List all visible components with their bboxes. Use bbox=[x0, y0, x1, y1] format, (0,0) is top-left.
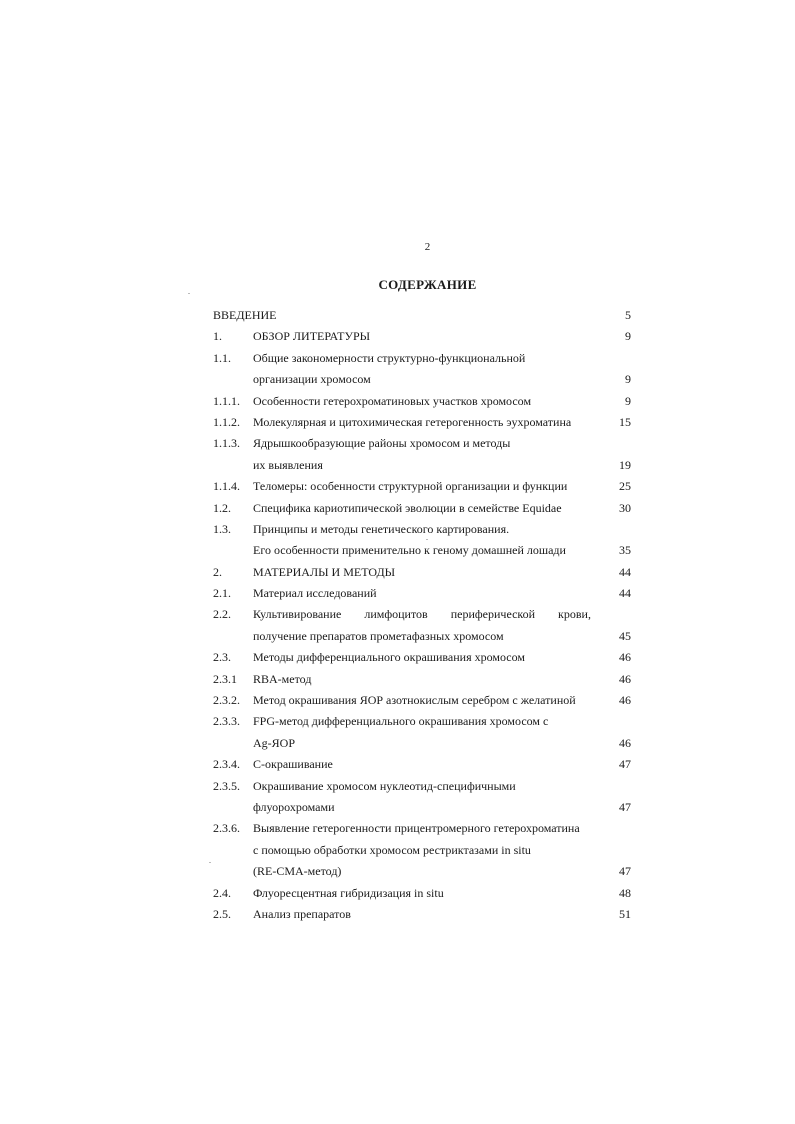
toc-entry-page: 46 bbox=[619, 671, 631, 686]
toc-entry-number: 2.3.3. bbox=[213, 714, 240, 729]
toc-entry-page: 9 bbox=[625, 329, 631, 344]
toc-entry-number: 2.3.1 bbox=[213, 671, 237, 686]
toc-word: Культивирование bbox=[253, 607, 342, 622]
toc-entry-title: с помощью обработки хромосом рестриктазами in situ bbox=[253, 842, 531, 857]
toc-entry-page: 48 bbox=[619, 885, 631, 900]
toc-entry-page: 45 bbox=[619, 628, 631, 643]
scan-speck bbox=[209, 862, 211, 863]
toc-entry-title: С-окрашивание bbox=[253, 757, 333, 772]
toc-entry-title: Теломеры: особенности структурной организации и функции bbox=[253, 479, 568, 494]
toc-entry-page: 47 bbox=[619, 864, 631, 879]
toc-entry-number: 1.1.1. bbox=[213, 393, 240, 408]
toc-entry-page: 30 bbox=[619, 500, 631, 515]
toc-entry bbox=[213, 433, 631, 454]
toc-entry-title: Общие закономерности структурно-функциональной bbox=[253, 350, 526, 365]
toc-entry-title: Анализ препаратов bbox=[253, 906, 351, 921]
toc-entry-title: Метод окрашивания ЯОР азотнокислым серебром с желатиной bbox=[253, 693, 576, 708]
toc-entry-title: Выявление гетерогенности прицентромерного гетерохроматина bbox=[253, 821, 580, 836]
toc-entry-number: 1.1.2. bbox=[213, 414, 240, 429]
toc-word: крови, bbox=[558, 607, 591, 622]
toc-entry bbox=[213, 455, 631, 476]
toc-entry bbox=[213, 776, 631, 797]
toc-entry-number: 2.1. bbox=[213, 586, 231, 601]
toc-entry-page: 19 bbox=[619, 457, 631, 472]
toc-entry-title: их выявления bbox=[253, 457, 323, 472]
toc-entry-number: 1. bbox=[213, 329, 222, 344]
toc-entry-title: (RE-CMA-метод) bbox=[253, 864, 342, 879]
toc-entry bbox=[213, 412, 631, 433]
toc-entry-number: 1.2. bbox=[213, 500, 231, 515]
toc-entry bbox=[213, 647, 631, 668]
toc-entry-title: Особенности гетерохроматиновых участков хромосом bbox=[253, 393, 532, 408]
toc-entry bbox=[213, 669, 631, 690]
toc-entry-page: 35 bbox=[619, 543, 631, 558]
toc-entry-page: 15 bbox=[619, 414, 631, 429]
toc-entry-number: 2.3. bbox=[213, 650, 231, 665]
toc-word: лимфоцитов bbox=[364, 607, 428, 622]
toc-entry-title: Ag-ЯОР bbox=[253, 735, 296, 750]
toc-entry-title: Ядрышкообразующие районы хромосом и методы bbox=[253, 436, 511, 451]
toc-entry bbox=[213, 562, 631, 583]
toc-entry-number: 2.2. bbox=[213, 607, 231, 622]
toc-entry-title: Специфика кариотипической эволюции в семействе Equidae bbox=[253, 500, 562, 515]
toc-entry-number: 2. bbox=[213, 564, 222, 579]
toc-entry-page: 51 bbox=[619, 906, 631, 921]
toc-entry-number: 2.3.2. bbox=[213, 693, 240, 708]
toc-entry bbox=[213, 498, 631, 519]
toc-entry bbox=[213, 626, 631, 647]
toc-entry bbox=[213, 476, 631, 497]
toc-entry bbox=[213, 797, 631, 818]
toc-entry-title: Флуоресцентная гибридизация in situ bbox=[253, 885, 444, 900]
toc-entry bbox=[213, 305, 631, 326]
toc-entry bbox=[213, 883, 631, 904]
toc-entry-number: 2.3.4. bbox=[213, 757, 240, 772]
toc-entry-title: организации хромосом bbox=[253, 372, 371, 387]
table-of-contents bbox=[213, 305, 631, 925]
toc-entry-title: МАТЕРИАЛЫ И МЕТОДЫ bbox=[253, 564, 396, 579]
toc-entry-title: RBA-метод bbox=[253, 671, 312, 686]
toc-entry bbox=[213, 391, 631, 412]
toc-entry bbox=[213, 348, 631, 369]
toc-entry-title: FPG-метод дифференциального окрашивания хромосом с bbox=[253, 714, 549, 729]
toc-entry-title: флуорохромами bbox=[253, 799, 335, 814]
toc-entry-title: Принципы и методы генетического картирования. bbox=[253, 521, 510, 536]
toc-entry-title: Его особенности применительно к геному домашней лошади bbox=[253, 543, 566, 558]
toc-entry-page: 47 bbox=[619, 799, 631, 814]
toc-entry-page: 47 bbox=[619, 757, 631, 772]
toc-entry bbox=[213, 540, 631, 561]
toc-entry-title: Материал исследований bbox=[253, 586, 377, 601]
toc-entry-title: ОБЗОР ЛИТЕРАТУРЫ bbox=[253, 329, 371, 344]
page-title: СОДЕРЖАНИЕ bbox=[378, 277, 477, 292]
toc-entry-page: 44 bbox=[619, 564, 631, 579]
toc-entry-title: Окрашивание хромосом нуклеотид-специфичными bbox=[253, 778, 516, 793]
toc-entry-number: 2.5. bbox=[213, 906, 231, 921]
toc-entry-number: 2.4. bbox=[213, 885, 231, 900]
toc-entry-page: 44 bbox=[619, 586, 631, 601]
toc-entry bbox=[213, 583, 631, 604]
toc-entry-number: 1.1.4. bbox=[213, 479, 240, 494]
toc-entry bbox=[213, 519, 631, 540]
scan-speck bbox=[188, 293, 190, 294]
toc-entry bbox=[213, 861, 631, 882]
toc-entry-number: 1.1.3. bbox=[213, 436, 240, 451]
toc-entry bbox=[213, 733, 631, 754]
toc-entry-page: 46 bbox=[619, 693, 631, 708]
toc-entry-number: 2.3.6. bbox=[213, 821, 240, 836]
toc-entry bbox=[213, 711, 631, 732]
toc-entry-page: 9 bbox=[625, 372, 631, 387]
toc-entry-title: ВВЕДЕНИЕ bbox=[213, 308, 277, 322]
toc-entry bbox=[213, 369, 631, 390]
toc-entry bbox=[213, 818, 631, 839]
toc-entry-number: 1.1. bbox=[213, 350, 231, 365]
toc-entry-page: 5 bbox=[625, 308, 631, 322]
toc-entry bbox=[213, 754, 631, 775]
toc-entry-title: Молекулярная и цитохимическая гетерогенность эухроматина bbox=[253, 414, 572, 429]
toc-entry-title bbox=[253, 604, 601, 625]
toc-entry-title: получение препаратов прометафазных хромосом bbox=[253, 628, 504, 643]
toc-entry-page: 46 bbox=[619, 735, 631, 750]
toc-entry-page: 25 bbox=[619, 479, 631, 494]
toc-entry-page: 9 bbox=[625, 393, 631, 408]
toc-entry bbox=[213, 326, 631, 347]
toc-entry-title: Методы дифференциального окрашивания хромосом bbox=[253, 650, 525, 665]
scan-speck bbox=[426, 539, 428, 540]
toc-entry bbox=[213, 904, 631, 925]
page-number: 2 bbox=[424, 241, 431, 253]
toc-word: периферической bbox=[450, 607, 536, 622]
toc-entry-number: 1.3. bbox=[213, 521, 231, 536]
toc-entry-page: 46 bbox=[619, 650, 631, 665]
toc-entry bbox=[213, 840, 631, 861]
toc-entry bbox=[213, 604, 631, 625]
toc-entry bbox=[213, 690, 631, 711]
toc-entry-number: 2.3.5. bbox=[213, 778, 240, 793]
